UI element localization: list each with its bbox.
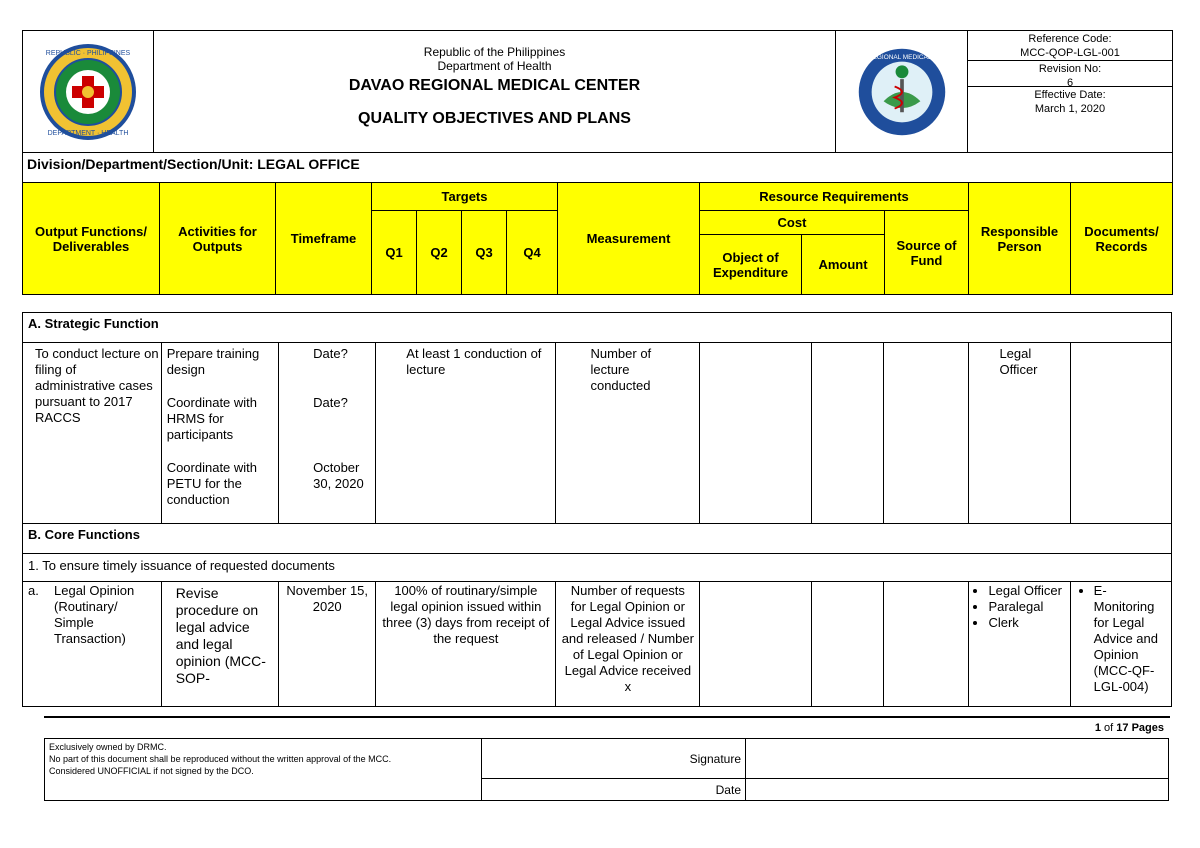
list-item: • Legal Officer [988, 583, 1064, 599]
department-text: Department of Health [437, 59, 552, 73]
core-amount [811, 582, 884, 707]
core-timeframe: November 15, 2020 [279, 582, 376, 707]
section-a-title: A. Strategic Function [23, 313, 1172, 343]
plan-table [22, 312, 1172, 707]
core-object [700, 582, 811, 707]
col-q4: Q4 [507, 211, 558, 295]
col-q1: Q1 [372, 211, 417, 295]
core-marker: a. [28, 583, 39, 598]
strategic-activity-2: Coordinate with HRMS for participants [166, 395, 258, 442]
effective-value: March 1, 2020 [1034, 103, 1106, 115]
footer-line-2: No part of this document shall be reproduced without the written approval of the MCC. [49, 754, 392, 764]
date-field[interactable] [746, 779, 1169, 801]
document-header [22, 30, 1173, 183]
col-measurement: Measurement [558, 183, 700, 295]
col-activities: Activities for Outputs [160, 183, 276, 295]
strategic-source [884, 343, 969, 524]
col-timeframe: Timeframe [276, 183, 372, 295]
core-measurement: Number of requests for Legal Opinion or Legal Advice issued and released / Number of Legal Opinion or Legal Advice received x [556, 582, 700, 707]
col-output: Output Functions/ Deliverables [23, 183, 160, 295]
section-b-title: B. Core Functions [23, 524, 1172, 554]
core-activity: Revise procedure on legal advice and legal opinion (MCC-SOP- [161, 582, 278, 707]
strategic-timeframe [279, 343, 376, 524]
ref-code-label: Reference Code: [1028, 33, 1112, 45]
svg-text:DEPARTMENT · HEALTH: DEPARTMENT · HEALTH [47, 129, 129, 137]
core-documents [1070, 582, 1171, 707]
signature-field[interactable] [746, 739, 1169, 779]
core-responsible [969, 582, 1070, 707]
division-value: LEGAL OFFICE [257, 156, 360, 172]
strategic-activity-3: Coordinate with PETU for the conduction [166, 460, 258, 507]
strategic-amount [811, 343, 884, 524]
strategic-activity-1: Prepare training design [166, 346, 260, 377]
revision-value: 6 [1066, 77, 1074, 89]
division-label: Division/Department/Section/Unit: [27, 156, 254, 172]
col-q3: Q3 [462, 211, 507, 295]
drmc-seal-cell [836, 31, 968, 153]
strategic-object [700, 343, 811, 524]
date-label: Date [482, 779, 746, 801]
effective-label: Effective Date: [1034, 89, 1106, 101]
strategic-measurement: Number of lecture conducted [556, 343, 700, 524]
col-resource: Resource Requirements [700, 183, 969, 211]
center-name: DAVAO REGIONAL MEDICAL CENTER [348, 77, 641, 94]
col-source: Source of Fund [885, 211, 969, 295]
col-amount: Amount [802, 235, 885, 295]
doh-seal-icon [38, 42, 138, 142]
strategic-documents [1070, 343, 1171, 524]
title-cell [154, 31, 836, 153]
section-b1-title: 1. To ensure timely issuance of requested documents [23, 554, 1172, 582]
ref-code-value: MCC-QOP-LGL-001 [1020, 47, 1120, 59]
footer-line-3: Considered UNOFFICIAL if not signed by the DCO. [49, 766, 254, 776]
strategic-responsible: Legal Officer [969, 343, 1070, 524]
strategic-target: At least 1 conduction of lecture [376, 343, 556, 524]
col-responsible: Responsible Person [969, 183, 1071, 295]
col-object: Object of Expenditure [700, 235, 802, 295]
col-cost: Cost [700, 211, 885, 235]
list-item: • Clerk [988, 615, 1064, 631]
core-target: 100% of routinary/simple legal opinion issued within three (3) days from receipt of the request [376, 582, 556, 707]
doh-seal-cell [23, 31, 154, 153]
drmc-seal-icon [844, 46, 959, 138]
signature-label: Signature [482, 739, 746, 779]
division-row [23, 153, 1173, 183]
core-documents-list [1076, 583, 1166, 695]
strategic-time-1: Date? [313, 346, 348, 361]
reference-cell [968, 31, 1173, 153]
svg-text:REPUBLIC · PHILIPPINES: REPUBLIC · PHILIPPINES [45, 49, 131, 57]
core-source [884, 582, 969, 707]
col-q2: Q2 [417, 211, 462, 295]
column-header-table [22, 182, 1173, 295]
footer-line-1: Exclusively owned by DRMC. [49, 742, 167, 752]
list-item: • Paralegal [988, 599, 1064, 615]
page-count: 1 of 17 Pages [1094, 722, 1164, 734]
republic-text: Republic of the Philippines [423, 45, 566, 59]
core-output-text: Legal Opinion (Routinary/ Simple Transaction) [54, 583, 135, 646]
revision-label: Revision No: [1038, 63, 1102, 75]
list-item: • E-Monitoring for Legal Advice and Opinion (MCC-QF-LGL-004) [1094, 583, 1166, 695]
doc-title: QUALITY OBJECTIVES AND PLANS [358, 110, 631, 127]
strategic-activities [161, 343, 278, 524]
strategic-time-3: October 30, 2020 [313, 460, 364, 491]
footer-table [44, 738, 1169, 801]
footer-rule [44, 716, 1170, 718]
col-targets: Targets [372, 183, 558, 211]
core-responsible-list [974, 583, 1064, 631]
col-documents: Documents/ Records [1071, 183, 1173, 295]
footer-notice [45, 739, 482, 801]
strategic-output: To conduct lecture on filing of administrative cases pursuant to 2017 RACCS [23, 343, 162, 524]
svg-text:DAVAO REGIONAL MEDICAL CENTER: DAVAO REGIONAL MEDICAL CENTER [844, 53, 959, 61]
strategic-time-2: Date? [313, 395, 348, 410]
core-output [23, 582, 162, 707]
